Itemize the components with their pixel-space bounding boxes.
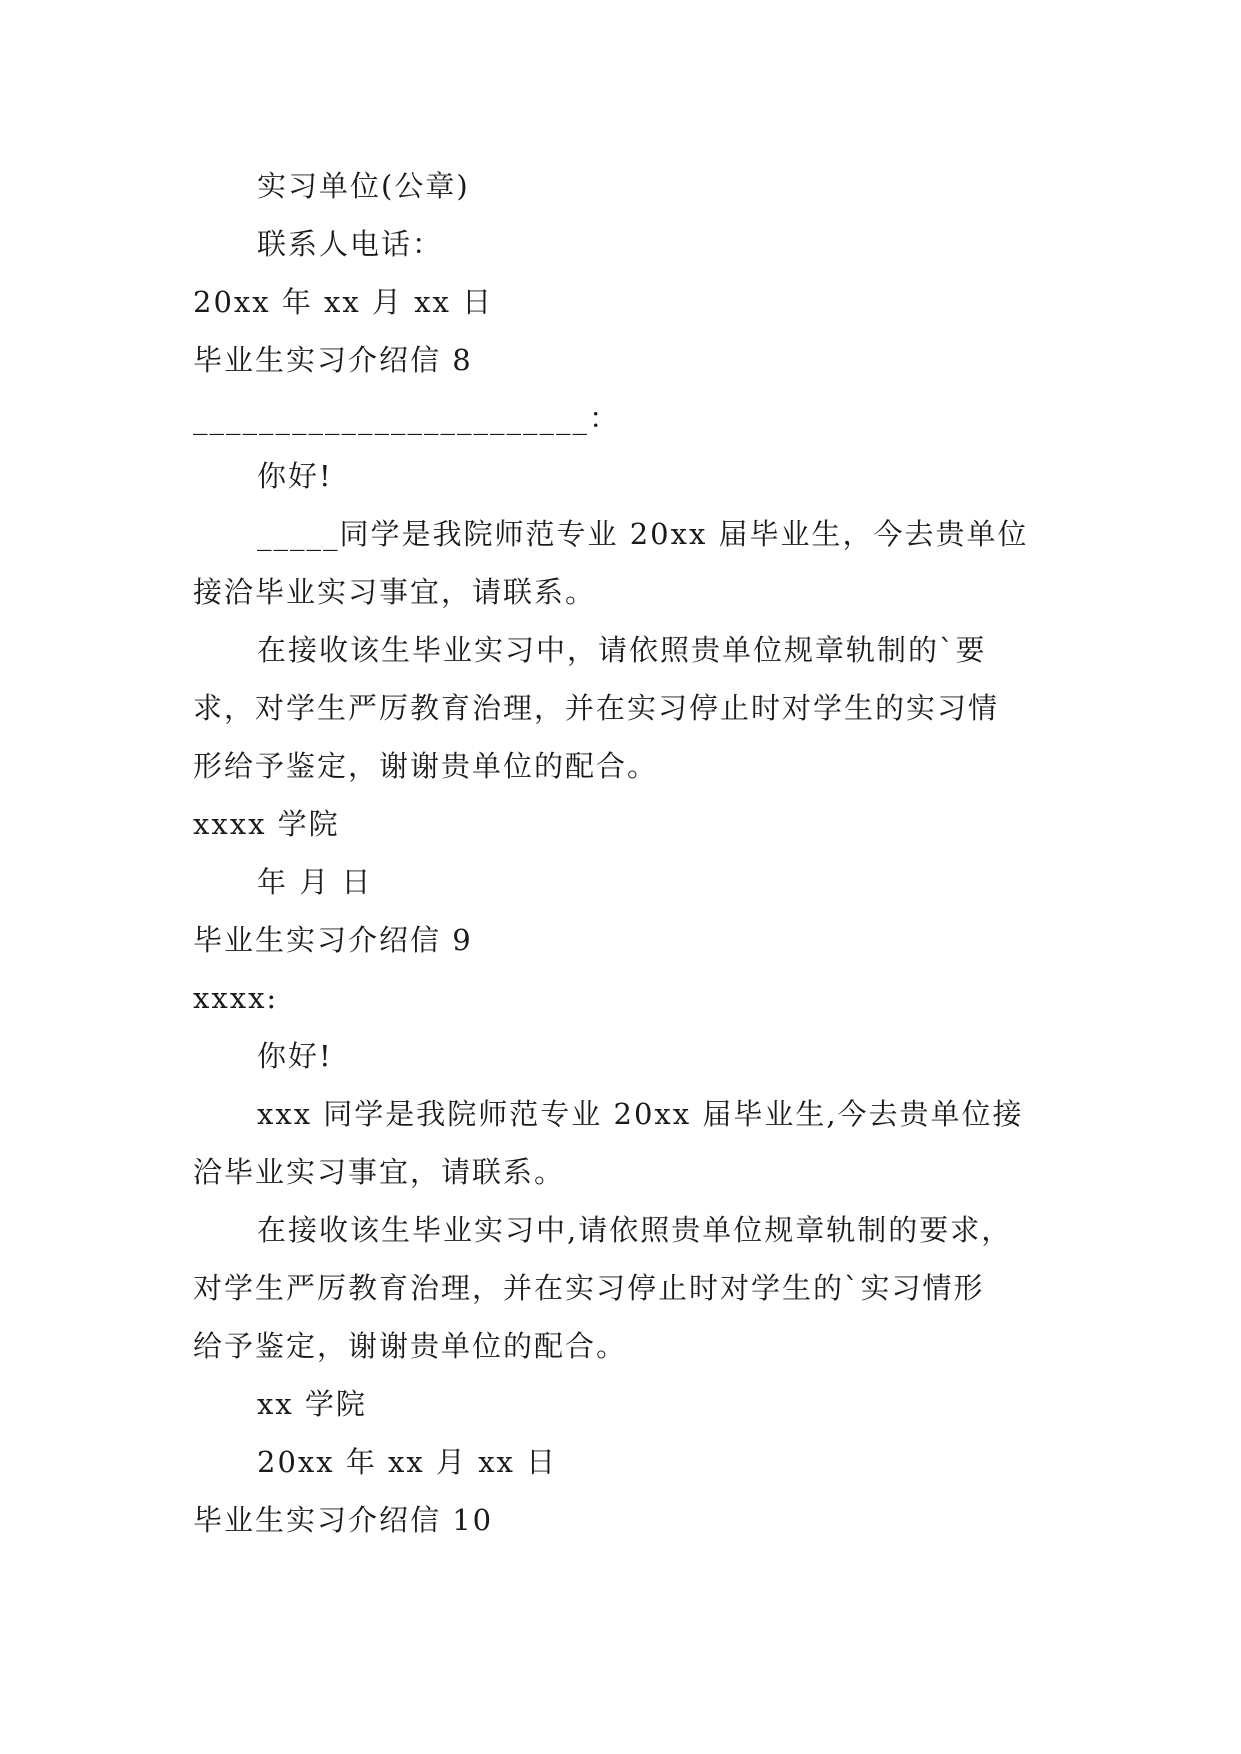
seal-line: 实习单位(公章) xyxy=(257,169,470,203)
section-heading-8: 毕业生实习介绍信 8 xyxy=(193,343,473,377)
signature-college: xxxx 学院 xyxy=(193,807,340,841)
body-paragraph-line: 在接收该生毕业实习中,请依照贵单位规章轨制的要求， xyxy=(257,1213,1013,1247)
body-paragraph-line: 求，对学生严厉教育治理，并在实习停止时对学生的实习情 xyxy=(193,691,1000,725)
signature-college: xx 学院 xyxy=(257,1387,367,1421)
body-paragraph-line: 对学生严厉教育治理，并在实习停止时对学生的`实习情形 xyxy=(193,1271,985,1305)
body-paragraph-line: 给予鉴定，谢谢贵单位的配合。 xyxy=(193,1329,628,1363)
date-line: 20xx 年 xx 月 xx 日 xyxy=(193,285,494,319)
body-paragraph-line: 洽毕业实习事宜，请联系。 xyxy=(193,1155,566,1189)
salutation: xxxx: xyxy=(193,981,279,1015)
body-paragraph-line: 形给予鉴定，谢谢贵单位的配合。 xyxy=(193,749,659,783)
body-paragraph-line: _____同学是我院师范专业 20xx 届毕业生，今去贵单位 xyxy=(257,517,1029,551)
section-heading-10: 毕业生实习介绍信 10 xyxy=(193,1503,494,1537)
body-paragraph-line: 接洽毕业实习事宜，请联系。 xyxy=(193,575,597,609)
greeting: 你好! xyxy=(257,459,333,493)
body-paragraph-line: xxx 同学是我院师范专业 20xx 届毕业生,今去贵单位接 xyxy=(257,1097,1024,1131)
contact-phone-line: 联系人电话： xyxy=(257,227,444,261)
section-heading-9: 毕业生实习介绍信 9 xyxy=(193,923,473,957)
salutation-blank: ________________________： xyxy=(193,401,621,435)
body-paragraph-line: 在接收该生毕业实习中，请依照贵单位规章轨制的`要 xyxy=(257,633,987,667)
greeting: 你好! xyxy=(257,1039,333,1073)
signature-date: 年 月 日 xyxy=(257,865,373,899)
signature-date: 20xx 年 xx 月 xx 日 xyxy=(257,1445,558,1479)
